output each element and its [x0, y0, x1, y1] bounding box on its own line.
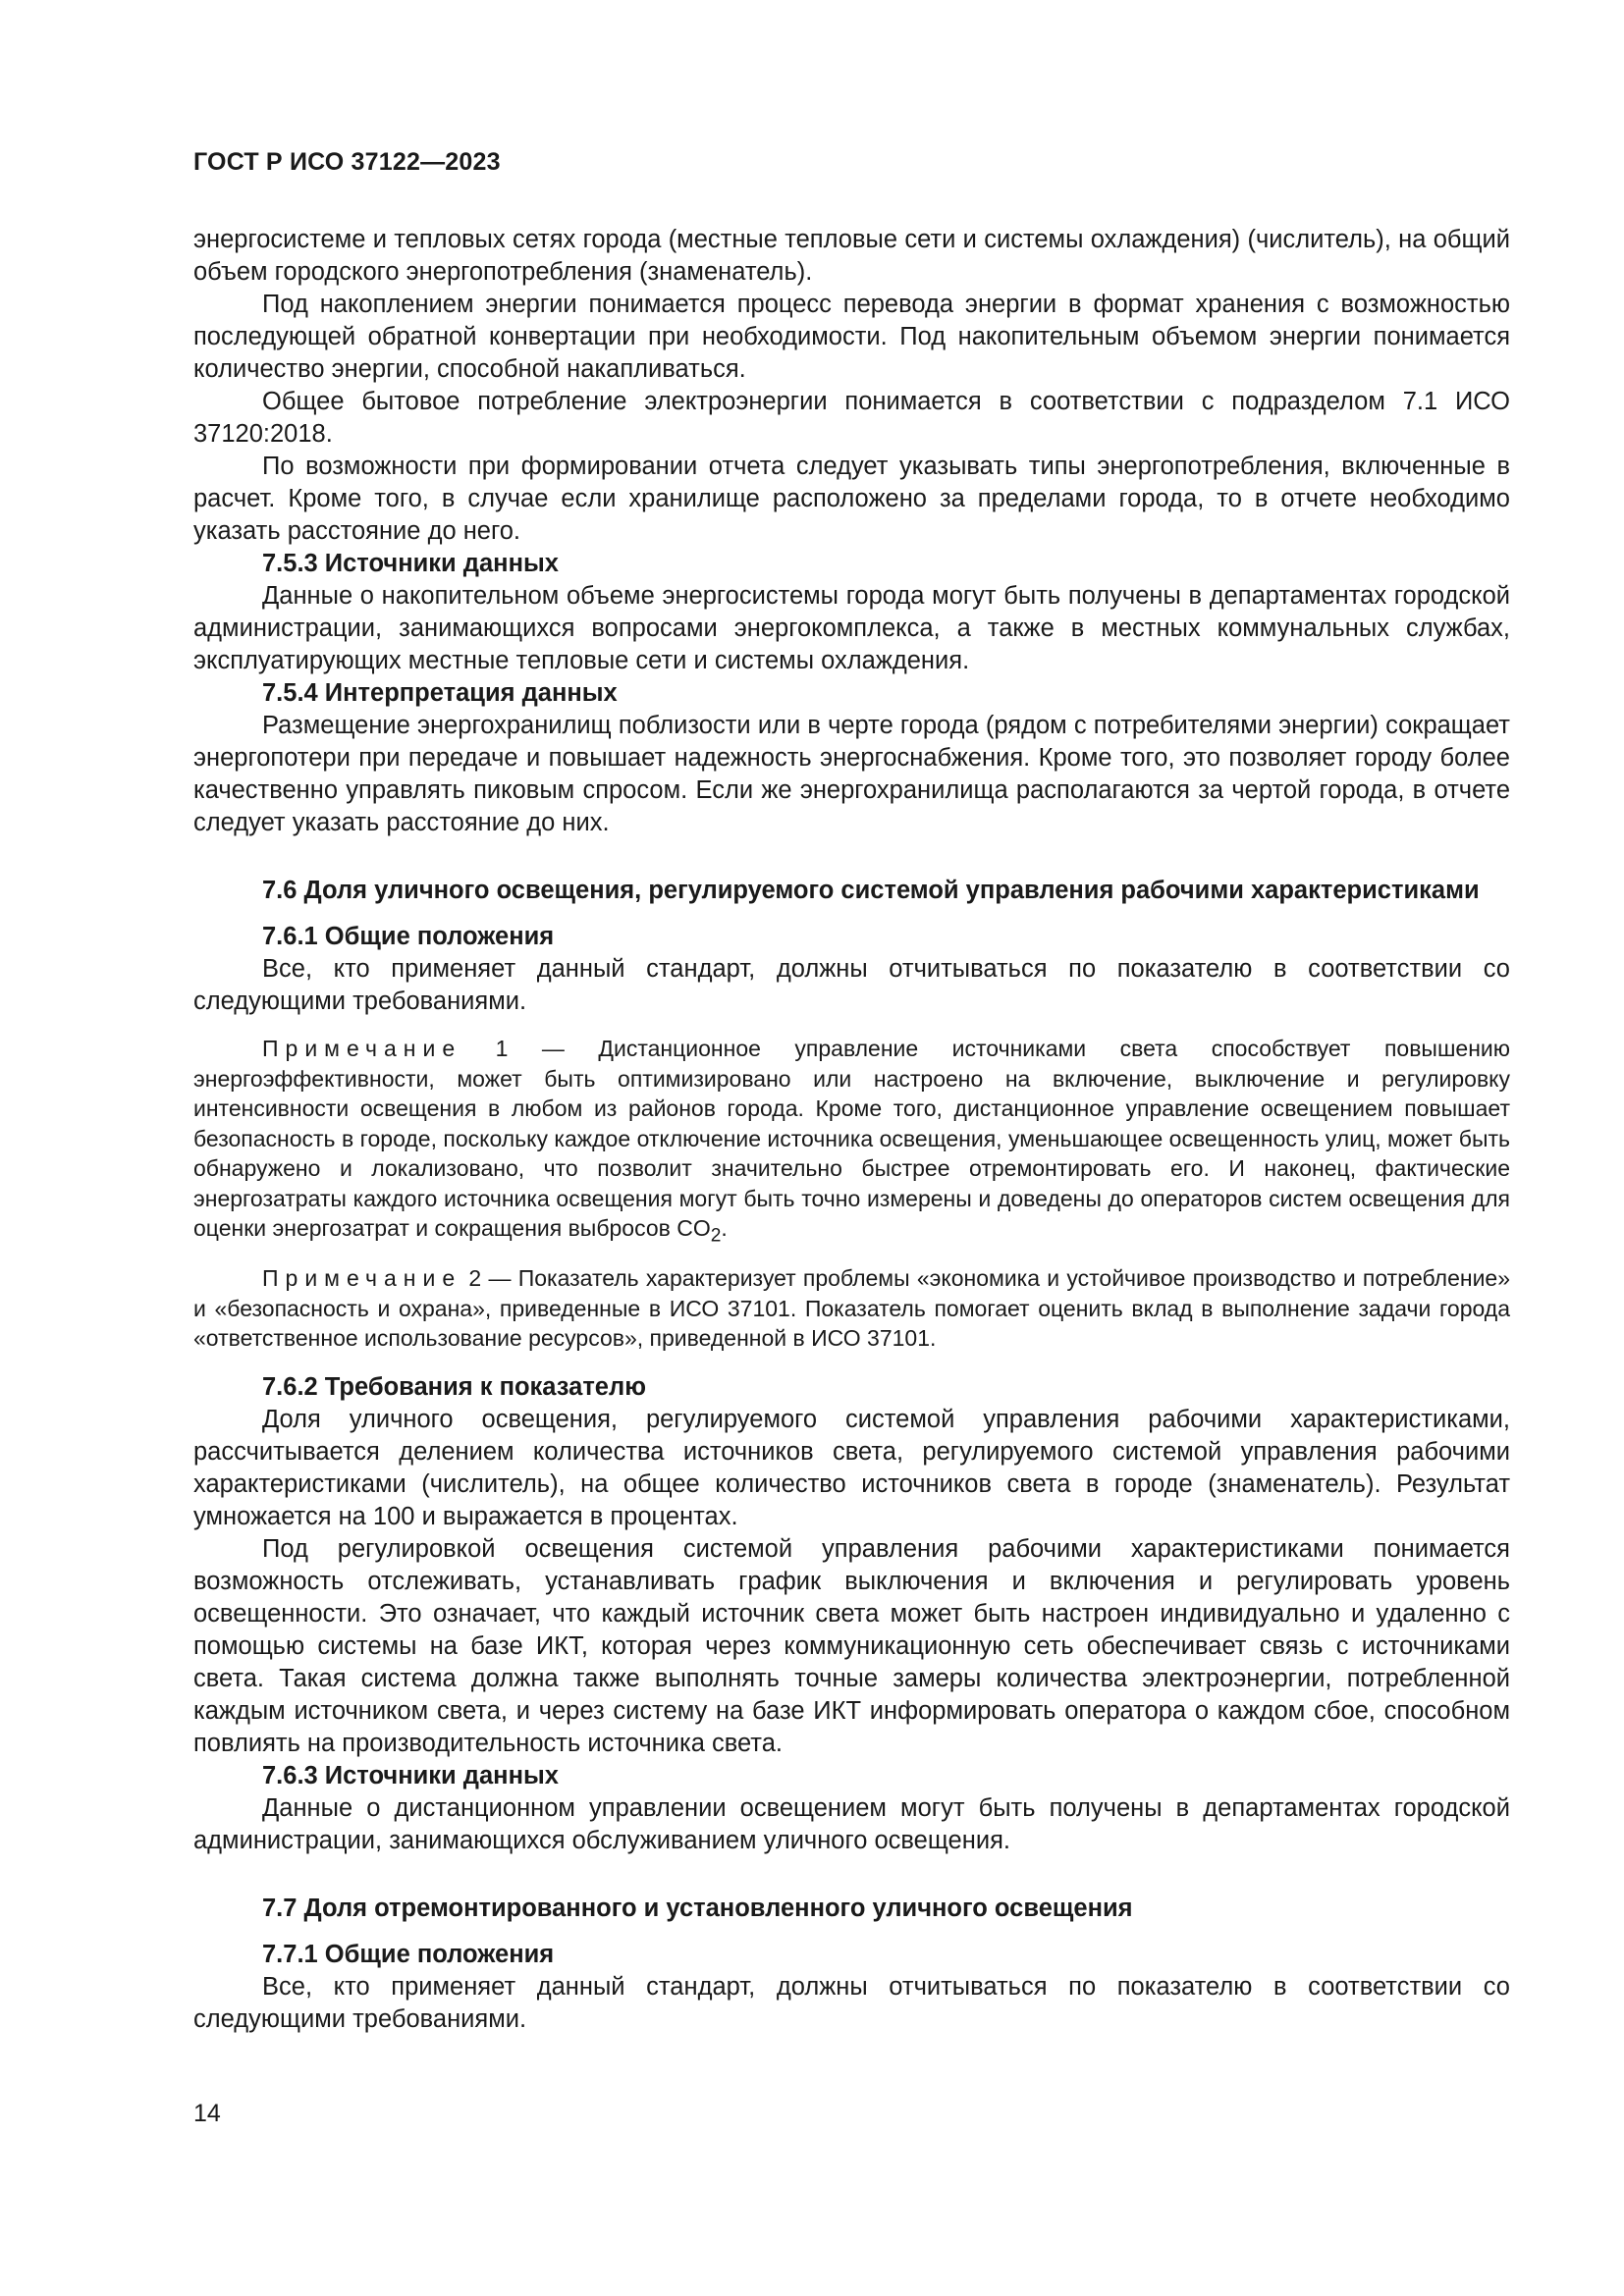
page-content — [193, 224, 1510, 2036]
paragraph: Все, кто применяет данный стандарт, должны отчитываться по показателю в соответствии со следующими требованиями. — [193, 955, 1510, 1015]
note-2 — [193, 1263, 1510, 1354]
subscript: 2 — [710, 1225, 722, 1247]
note-text: 2 — Показатель характеризует проблемы «экономика и устойчивое производство и потребление» и «безопасность и охрана», приведенные в ИСО 37101. Показатель помогает оценить вклад в выполнение задачи города «ответственное использование ресурсов», приведенной в ИСО 37101. — [193, 1265, 1510, 1352]
section-heading-7-6-1: 7.6.1 Общие положения — [262, 923, 555, 950]
note-label: Примечание — [262, 1036, 462, 1061]
section-heading-7-5-4: 7.5.4 Интерпретация данных — [262, 679, 618, 707]
section-heading-7-6: 7.6 Доля уличного освещения, регулируемого системой управления рабочими характеристиками — [262, 877, 1480, 904]
paragraph: Общее бытовое потребление электроэнергии понимается в соответствии с подразделом 7.1 ИСО 37120:2018. — [193, 388, 1510, 448]
section-heading-7-7-1: 7.7.1 Общие положения — [262, 1940, 555, 1968]
paragraph: Под накоплением энергии понимается процесс перевода энергии в формат хранения с возможностью последующей обратной конвертации при необходимости. Под накопительным объемом энергии понимается количество энергии, способной накапливаться. — [193, 291, 1510, 383]
section-heading-7-7: 7.7 Доля отремонтированного и установленного уличного освещения — [262, 1894, 1133, 1922]
paragraph: Данные о накопительном объеме энергосистемы города могут быть получены в департаментах городской администрации, занимающихся вопросами энергокомплекса, а также в местных коммунальных службах, эксплуатирующих местные тепловые сети и системы охлаждения. — [193, 582, 1510, 674]
note-label: Примечание — [262, 1265, 462, 1292]
paragraph: Под регулировкой освещения системой управления рабочими характеристиками понимается возможность отслеживать, устанавливать график выключения и включения и регулировать уровень освещенности. Это означает, что каждый источник света может быть настроен индивидуально и удаленно с помощью системы на базе ИКТ, которая через коммуникационную сеть обеспечивает связь с источниками света. Такая система должна также выполнять точные замеры количества электроэнергии, потребленной каждым источником света, и через систему на базе ИКТ информировать оператора о каждом сбое, способном повлиять на производительность источника света. — [193, 1534, 1510, 1757]
section-heading-7-6-2: 7.6.2 Требования к показателю — [262, 1372, 646, 1401]
note-1 — [193, 1034, 1510, 1252]
section-heading-7-5-3: 7.5.3 Источники данных — [262, 550, 559, 577]
note-text: 1 — Дистанционное управление источниками света способствует повышению энергоэффективности, может быть оптимизировано или настроено на включение, выключение и регулировку интенсивности освещения в любом из районов города. Кроме того, дистанционное управление освещением повышает безопасность в городе, поскольку каждое отключение источника освещения, уменьшающее освещенность улиц, может быть обнаружено и локализовано, что позволит значительно быстрее отремонтировать его. И наконец, фактические энергозатраты каждого источника освещения могут быть точно измерены и доведены до операторов систем освещения для оценки энергозатрат и сокращения выбросов CO — [193, 1036, 1510, 1241]
paragraph: Все, кто применяет данный стандарт, должны отчитываться по показателю в соответствии со следующими требованиями. — [193, 1972, 1510, 2033]
paragraph: По возможности при формировании отчета следует указывать типы энергопотребления, включенные в расчет. Кроме того, в случае если хранилище расположено за пределами города, то в отчете необходимо указать расстояние до него. — [193, 453, 1510, 545]
paragraph: Данные о дистанционном управлении освещением могут быть получены в департаментах городской администрации, занимающихся обслуживанием уличного освещения. — [193, 1793, 1510, 1854]
note-text-end: . — [721, 1215, 728, 1241]
standard-designation: ГОСТ Р ИСО 37122—2023 — [193, 148, 501, 176]
paragraph: Доля уличного освещения, регулируемого системой управления рабочими характеристиками, рассчитывается делением количества источников света, регулируемого системой управления рабочими характеристиками (числитель), на общее количество источников света в городе (знаменатель). Результат умножается на 100 и выражается в процентах. — [193, 1405, 1510, 1530]
section-heading-7-6-3: 7.6.3 Источники данных — [262, 1761, 559, 1789]
paragraph: энергосистеме и тепловых сетях города (местные тепловые сети и системы охлаждения) (числитель), на общий объем городского энергопотребления (знаменатель). — [193, 226, 1510, 286]
page-number: 14 — [193, 2100, 221, 2127]
paragraph: Размещение энергохранилищ поблизости или в черте города (рядом с потребителями энергии) сокращает энергопотери при передаче и повышает надежность энергоснабжения. Кроме того, это позволяет городу более качественно управлять пиковым спросом. Если же энергохранилища располагаются за чертой города, в отчете следует указать расстояние до них. — [193, 712, 1510, 836]
